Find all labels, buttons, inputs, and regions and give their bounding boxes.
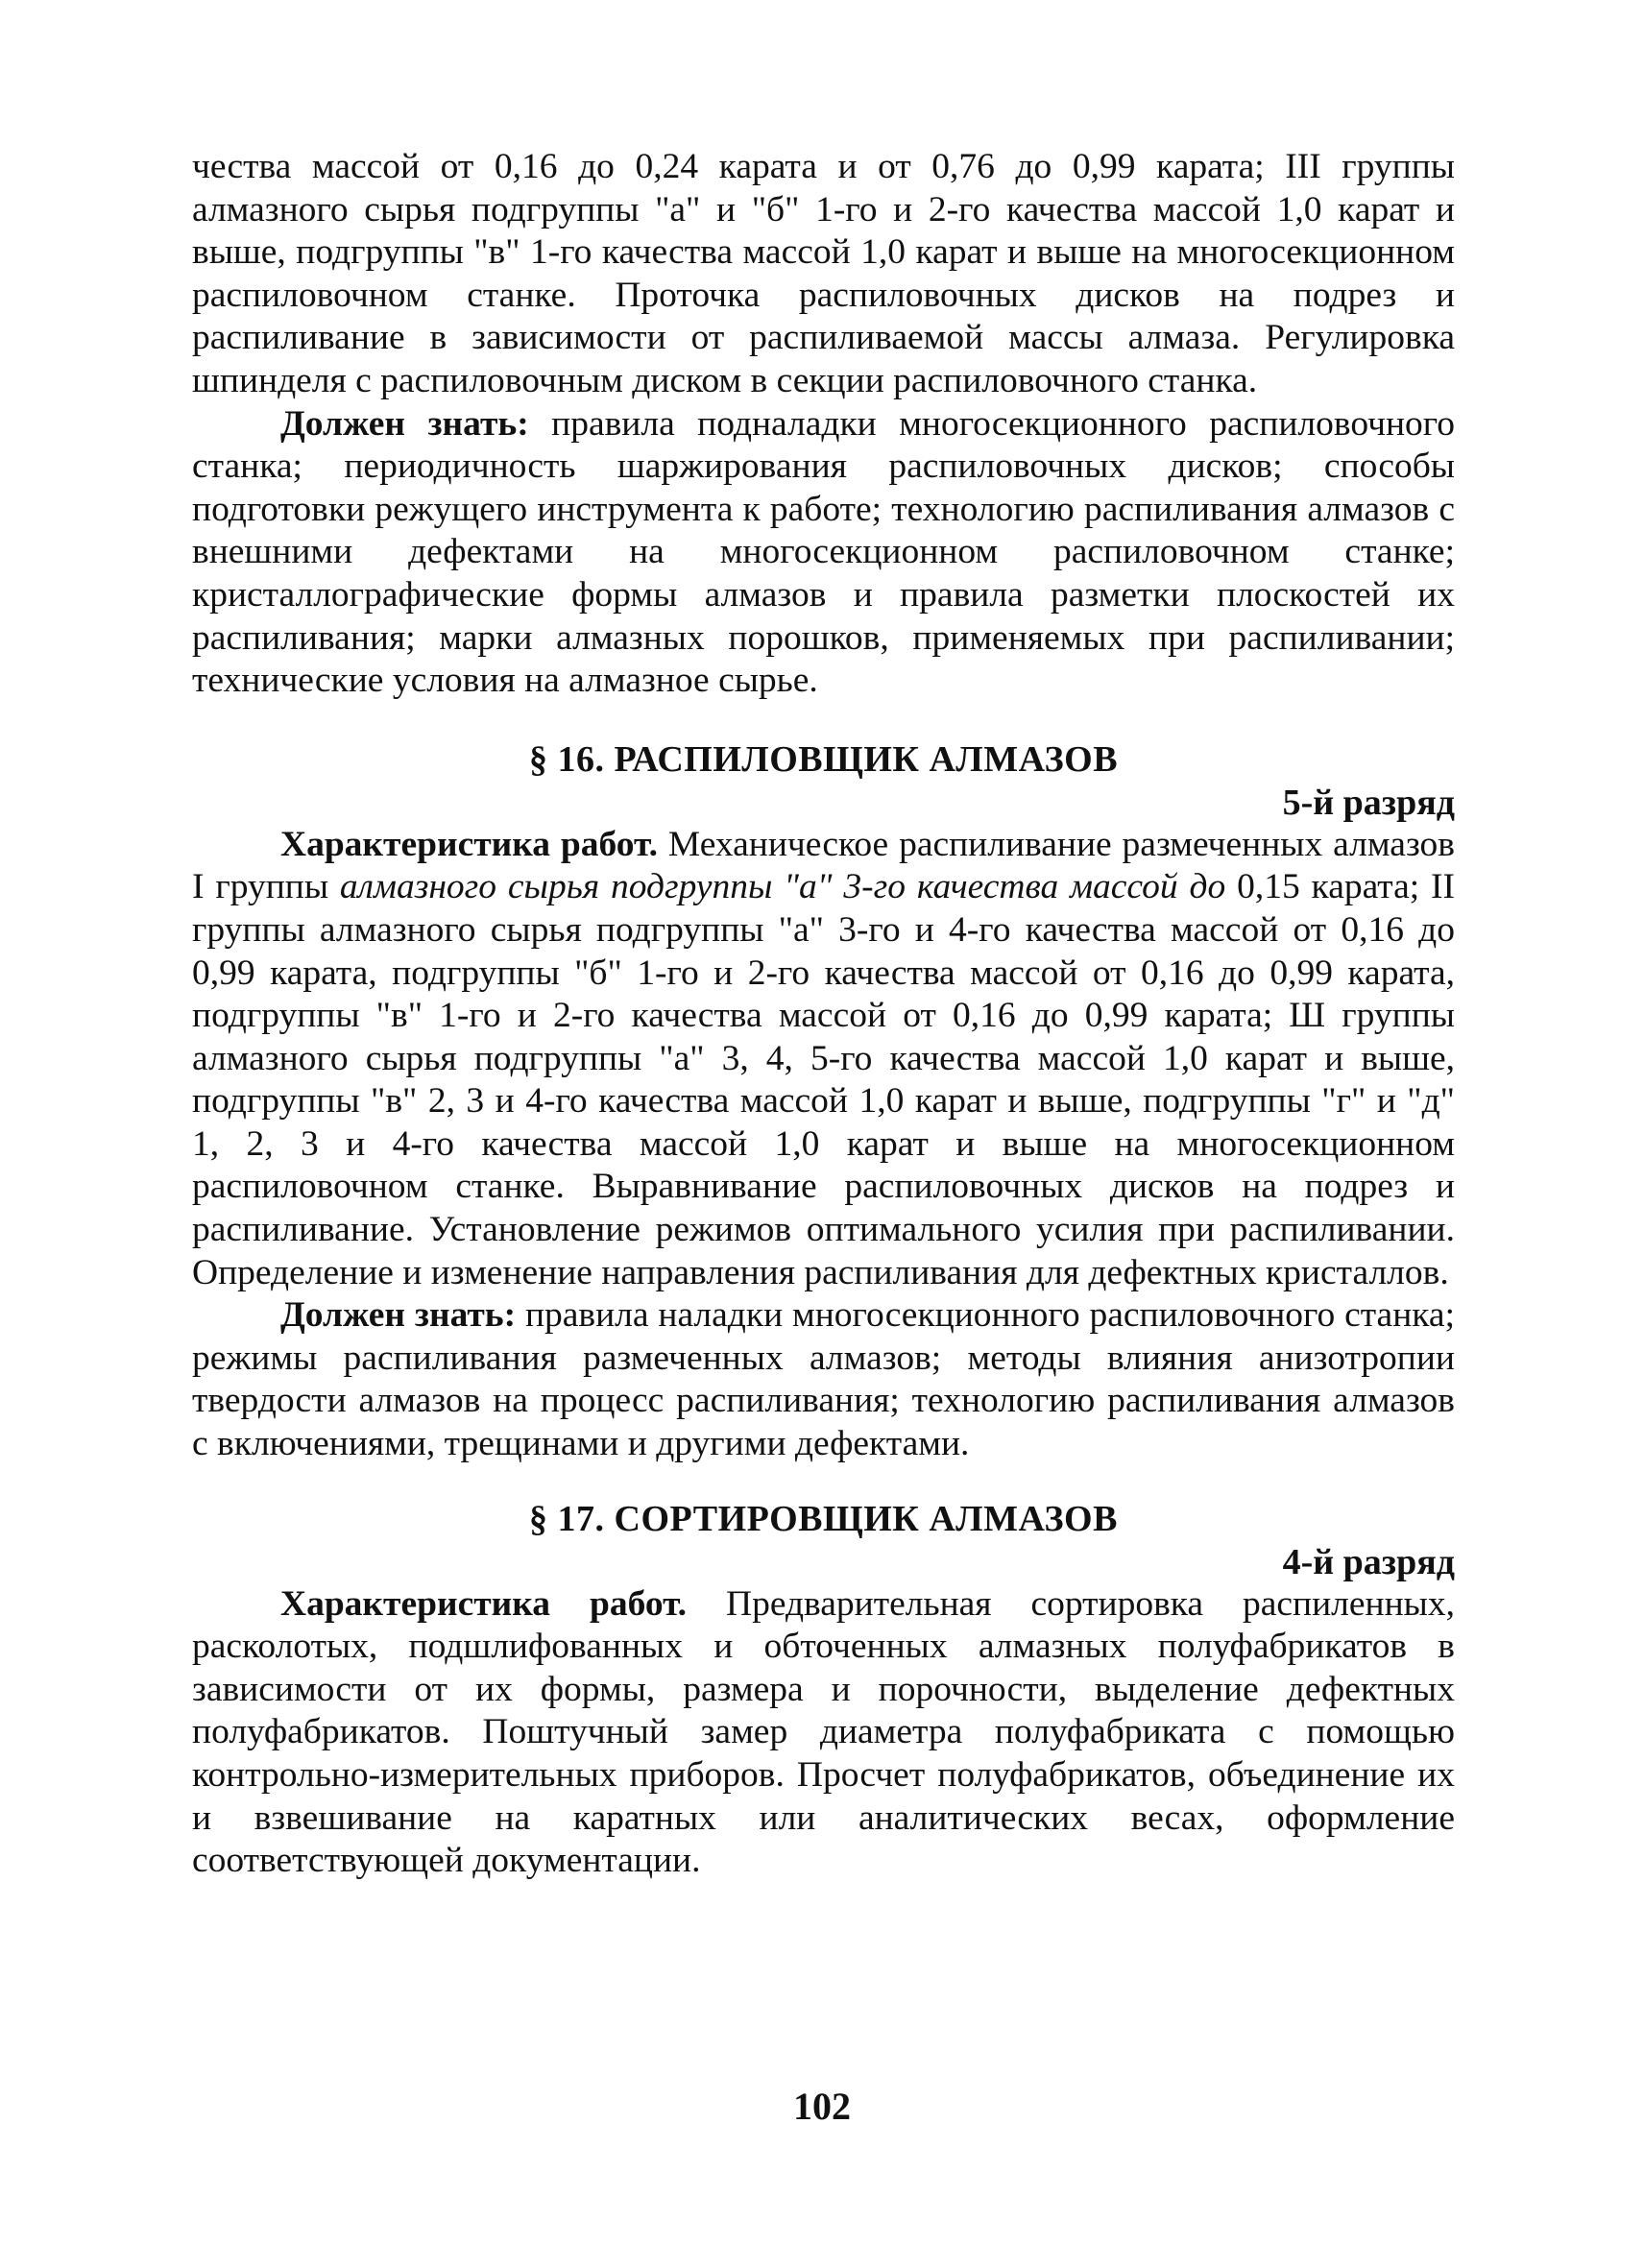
section-16-work-paragraph [192, 824, 1455, 1295]
section-16-grade: 5-й разряд [1282, 782, 1455, 823]
page-number: 102 [793, 2085, 851, 2128]
section-17-work-text: Предварительная сортировка распиленных, расколотых, подшлифованных и обточенных алмазных полуфабрикатов в зависимости от их формы, размера и порочности, выделение дефектных полуфабрикатов. Поштучный замер диаметра полуфабриката с помощью контрольно-измерительных приборов. Просчет полуфабрикатов, объединение их и взвешивание на каратных или аналитических весах, оформление соответствующей документации. [192, 1583, 1455, 1881]
section-16-work-text-italic: алмазного сырья подгруппы "а" 3-го качества массой до [339, 867, 1226, 907]
spacer [192, 1466, 1455, 1497]
section-16-work-text-rest: 0,15 карата; II группы алмазного сырья подгруппы "а" 3-го и 4-го качества массой от 0,16 до 0,99 карата, подгруппы "б" 1-го и 2-го качества массой от 0,16 до 0,99 карата, подгруппы "в" 1-го и 2-го качества массой от 0,16 до 0,99 карата; Ш группы алмазного сырья подгруппы "а" 3, 4, 5-го качества массой 1,0 карат и выше, подгруппы "в" 2, 3 и 4-го качества массой 1,0 карат и выше, подгруппы "г" и "д" 1, 2, 3 и 4-го качества массой 1,0 карат и выше на многосекционном распиловочном станке. Выравнивание распиловочных дисков на подрез и распиливание. Установление режимов оптимального усилия при распиливании. Определение и изменение направления распиливания для дефектных кристаллов. [192, 867, 1455, 1292]
intro-paragraph [192, 146, 1455, 403]
page-content [192, 146, 1455, 1883]
spacer [192, 703, 1455, 737]
intro-knowledge-paragraph [192, 403, 1455, 703]
section-17-heading: § 17. СОРТИРОВЩИК АЛМАЗОВ [529, 1498, 1118, 1539]
section-16-knowledge-text: правила наладки многосекционного распиловочного станка; режимы распиливания размеченных алмазов; методы влияния анизотропии твердости алмазов на процесс распиливания; технологию распиливания алмазов с включениями, трещинами и другими дефектами. [192, 1295, 1455, 1464]
section-16-knowledge-paragraph [192, 1294, 1455, 1465]
section-16-heading: § 16. РАСПИЛОВЩИК АЛМАЗОВ [528, 738, 1119, 780]
intro-knowledge-text: правила подналадки многосекционного распиловочного станка; периодичность шаржирования распиловочных дисков; способы подготовки режущего инструмента к работе; технологию распиливания алмазов с внешними дефектами на многосекционном распиловочном станке; кристаллографические формы алмазов и правила разметки плоскостей их распиливания; марки алмазных порошков, применяемых при распиливании; технические условия на алмазное сырье. [192, 403, 1455, 701]
section-17-work-label: Характеристика работ. [280, 1583, 688, 1624]
section-17-work-paragraph [192, 1583, 1455, 1883]
intro-text: чества массой от 0,16 до 0,24 карата и от 0,76 до 0,99 карата; III группы алмазного сырья подгруппы "а" и "б" 1-го и 2-го качества массой 1,0 карат и выше, подгруппы "в" 1-го качества массой 1,0 карат и выше на многосекционном распиловочном станке. Проточка распиловочных дисков на подрез и распиливание в зависимости от распиливаемой массы алмаза. Регулировка шпинделя с распиловочным диском в секции распиловочного станка. [192, 147, 1455, 400]
section-16-knowledge-label: Должен знать: [280, 1295, 517, 1336]
intro-knowledge-label: Должен знать: [280, 403, 529, 444]
section-16-work-text: Механическое распиливание размеченных алмазов I группы [192, 824, 1455, 907]
section-16-work-label: Характеристика работ. [280, 824, 659, 864]
section-17-grade: 4-й разряд [1282, 1541, 1455, 1582]
